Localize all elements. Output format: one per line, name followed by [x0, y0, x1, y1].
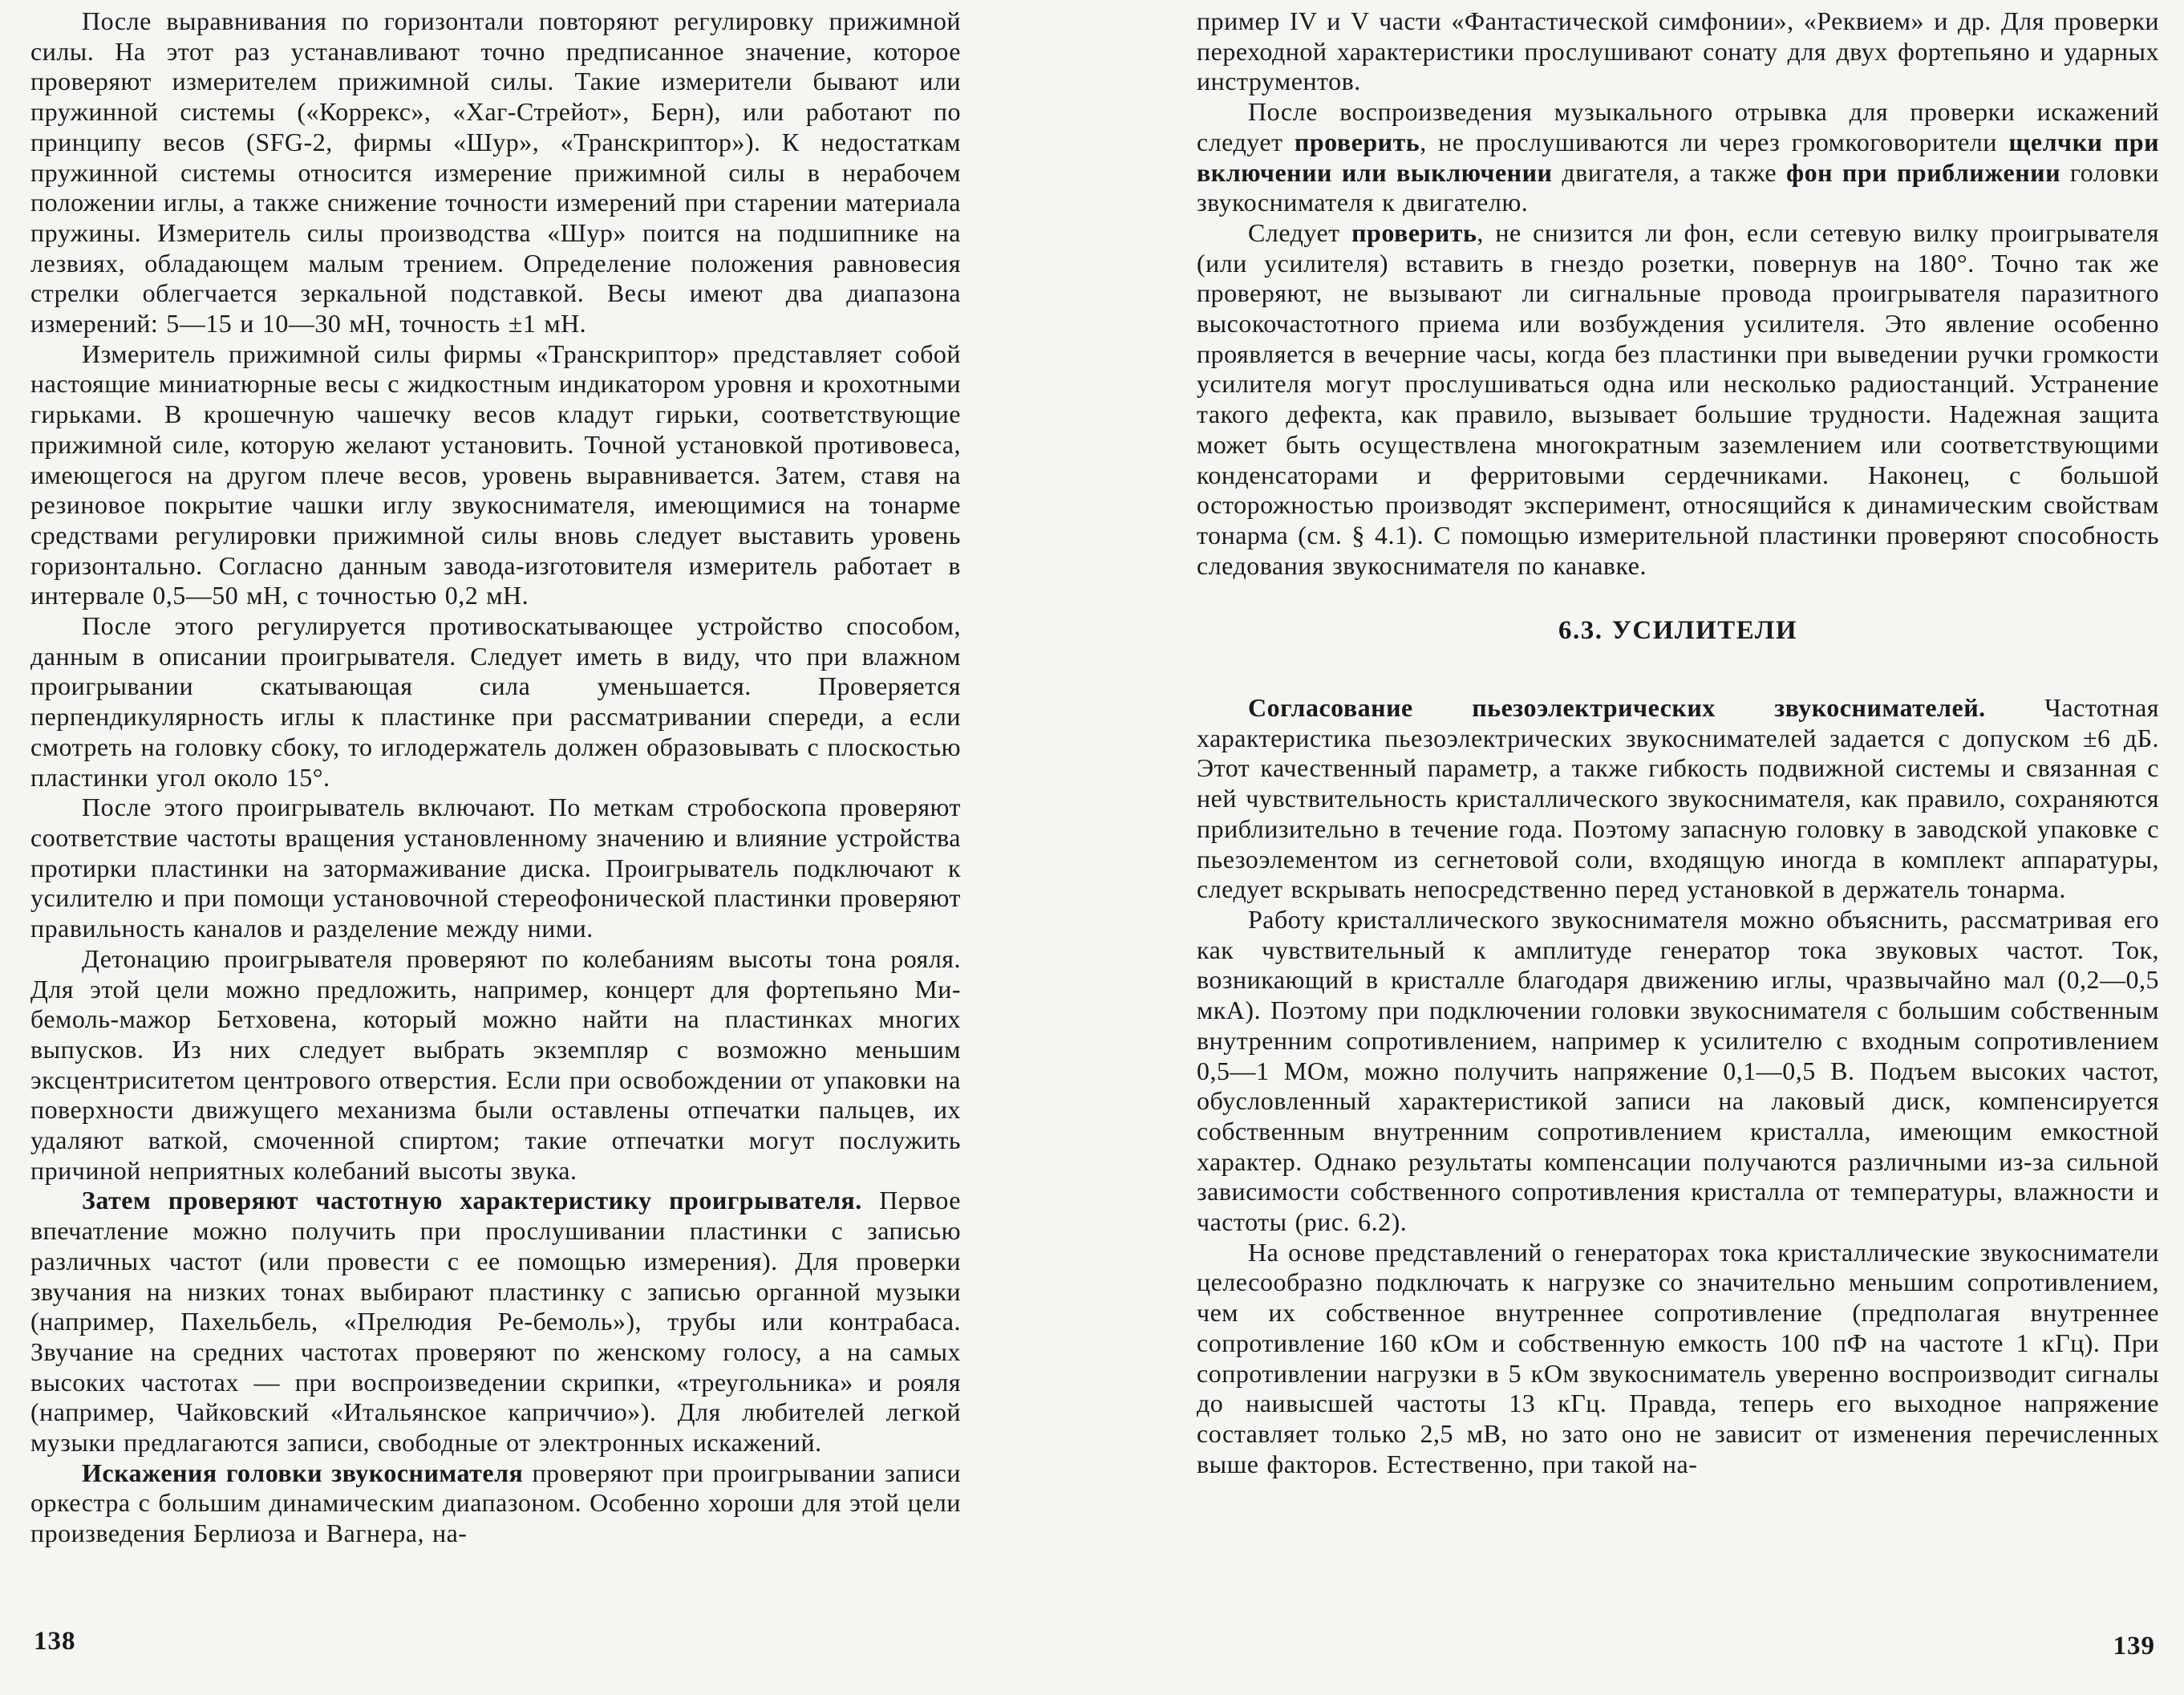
- paragraph: [1197, 1238, 2159, 1480]
- body-text: проверяют при проигрывании записи оркестра с большим динамическим диапазоном. Особенно хороши для этой цели произведения Берлиоза и Вагнера, на-: [30, 1458, 962, 1548]
- body-text: На основе представлений о генераторах тока кристаллические звукосниматели целесообразно подключать к нагрузке со значительно меньшим сопротивлением, чем их собственное внутреннее сопротивление (предполагая внутреннее сопротивление 160 кОм и собственную емкость 100 пФ на частоте 1 кГц). При сопротивлении нагрузки в 5 кОм звукосниматель уверенно воспроизводит сигналы до наивысшей частоты 13 кГц. Правда, теперь его выходное напряжение составляет только 2,5 мВ, но зато оно не зависит от изменения перечисленных выше факторов. Естественно, при такой на-: [1197, 1237, 2159, 1478]
- emphasized-text: проверить: [1351, 217, 1477, 247]
- right-page-text-before-heading: [1197, 6, 2159, 581]
- emphasized-text: Затем проверяют частотную характеристику проигрывателя.: [82, 1186, 862, 1215]
- body-text: После этого регулируется противоскатывающее устройство способом, данным в описании проигрывателя. Следует иметь в виду, что при влажном проигрывании скатывающая сила уменьшается. Проверяется перпендикулярность иглы к пластинке при рассматривании спереди, а если смотреть на головку сбоку, то иглодержатель должен образовывать с плоскостью пластинки угол около 15°.: [30, 611, 961, 792]
- paragraph: [1197, 97, 2159, 218]
- body-text: , не снизится ли фон, если сетевую вилку проигрывателя (или усилителя) вставить в гнездо розетки, повернув на 180°. Точно так же проверяют, не вызывают ли сигнальные провода проигрывателя паразитного высокочастотного приема или возбуждения усилителя. Это явление особенно проявляется в вечерние часы, когда без пластинки при выведении ручки громкости усилителя могут прослушиваться одна или несколько радиостанций. Устранение такого дефекта, как правило, вызывает большие трудности. Надежная защита может быть осуществлена многократным заземлением или соответствующими конденсаторами и ферритовыми сердечниками. Наконец, с большой осторожностью производят эксперимент, относящийся к динамическим свойствам тонарма (см. § 4.1). С помощью измерительной пластинки проверяют способность следования звукоснимателя по канавке.: [1197, 217, 2160, 580]
- page-number-right: 139: [2113, 1632, 2155, 1661]
- emphasized-text: проверить: [1294, 127, 1420, 156]
- body-text: Работу кристаллического звукоснимателя можно объяснить, рассматривая его как чувствительный к амплитуде генератор тока звуковых частот. Ток, возникающий в кристалле благодаря движению иглы, чразвычайно мал (0,2—0,5 мкА). Поэтому при подключении головки звукоснимателя с большим собственным внутренним сопротивлением, например к усилителю с входным сопротивлением 0,5—1 МОм, можно получить напряжение 0,1—0,5 В. Подъем высоких частот, обусловленный характеристикой записи на лаковый диск, компенсируется собственным внутренним сопротивлением кристалла, имеющим емкостной характер. Однако результаты компенсации получаются различными из-за сильной зависимости собственного сопротивления кристалла от температуры, влажности и частоты (рис. 6.2).: [1197, 904, 2159, 1237]
- body-text: После воспроизведения музыкального отрывка для проверки искажений следует: [1197, 97, 2159, 156]
- paragraph: [1197, 218, 2159, 581]
- body-text: двигателя, а также: [1552, 157, 1786, 187]
- paragraph: [1197, 6, 2159, 97]
- body-text: пример IV и V части «Фантастической симфонии», «Реквием» и др. Для проверки переходной характеристики прослушивают сонату для двух фортепьяно и ударных инструментов.: [1197, 6, 2159, 96]
- section-heading: 6.3. УСИЛИТЕЛИ: [1558, 616, 1798, 646]
- right-page-text-after-heading: [1197, 693, 2159, 1479]
- body-text: Частотная характеристика пьезоэлектрических звукоснимателей задается с допуском ±6 дБ. Этот качественный параметр, а также гибкость подвижной системы и связанная с ней чувствительность кристаллического звукоснимателя, как правило, сохраняются приблизительно в течение года. Поэтому запасную головку в заводской упаковке с пьезоэлементом из сегнетовой соли, входящую иногда в комплект аппаратуры, следует вскрывать непосредственно перед установкой в держатель тонарма.: [1197, 693, 2159, 904]
- paragraph: [30, 944, 961, 1186]
- body-text: После этого проигрыватель включают. По меткам стробоскопа проверяют соответствие частоты вращения установленному значению и влияние устройства протирки пластинки на затормаживание диска. Проигрыватель подключают к усилителю и при помощи установочной стереофонической пластинки проверяют правильность каналов и разделение между ними.: [30, 793, 961, 943]
- body-text: Следует: [1248, 217, 1352, 247]
- right-page-text-column: [1197, 6, 2159, 1479]
- paragraph: [1197, 693, 2159, 905]
- paragraph: [30, 793, 961, 944]
- body-text: Первое впечатление можно получить при прослушивании пластинки с записью различных частот (или провести с ее помощью измерения). Для проверки звучания на низких тонах выбирают пластинку с записью органной музыки (например, Пахельбель, «Прелюдия Ре-бемоль»), трубы или контрабаса. Звучание на средних частотах проверяют по женскому голосу, а на самых высоких частотах — при воспроизведении скрипки, «треугольника» и рояля (например, Чайковский «Итальянское каприччио»). Для любителей легкой музыки предлагаются записи, свободные от электронных искажений.: [30, 1186, 962, 1458]
- paragraph: [30, 339, 961, 611]
- paragraph: [30, 1458, 961, 1549]
- emphasized-text: щелчки при включении или выключении: [1197, 127, 2160, 187]
- emphasized-text: Согласование пьезоэлектрических звукоснимателей.: [1248, 693, 1986, 723]
- paragraph: [1197, 905, 2159, 1238]
- emphasized-text: Искажения головки звукоснимателя: [82, 1458, 524, 1487]
- body-text: После выравнивания по горизонтали повторяют регулировку прижимной силы. На этот раз устанавливают точно предписанное значение, которое проверяют измерителем прижимной силы. Такие измерители бывают или пружинной системы («Коррекс», «Хаг-Стрейот», Берн), или работают по принципу весов (SFG-2, фирмы «Шур», «Транскриптор»). К недостаткам пружинной системы относится измерение прижимной силы в нерабочем положении иглы, а также снижение точности измерений при старении материала пружины. Измеритель силы производства «Шур» поится на подшипнике на лезвиях, обладающем малым трением. Определение положения равновесия стрелки облегчается зеркальной подставкой. Весы имеют два диапазона измерений: 5—15 и 10—30 мН, точность ±1 мН.: [30, 6, 961, 339]
- page-number-left: 138: [34, 1627, 76, 1656]
- paragraph: [30, 1186, 961, 1458]
- left-page-text-column: [30, 6, 961, 1549]
- body-text: Измеритель прижимной силы фирмы «Транскриптор» представляет собой настоящие миниатюрные весы с жидкостным индикатором уровня и крохотными гирьками. В крошечную чашечку весов кладут гирьки, соответствующие прижимной силе, которую желают установить. Точной установкой противовеса, имеющегося на другом плече весов, уровень выравнивается. Затем, ставя на резиновое покрытие чашки иглу звукоснимателя, имеющимися на тонарме средствами регулировки прижимной силы вновь следует выставить уровень горизонтально. Согласно данным завода-изготовителя измеритель работает в интервале 0,5—50 мН, с точностью 0,2 мН.: [30, 339, 961, 610]
- body-text: головки звукоснимателя к двигателю.: [1197, 157, 2160, 217]
- body-text: Детонацию проигрывателя проверяют по колебаниям высоты тона рояля. Для этой цели можно предложить, например, концерт для фортепьяно Ми-бемоль-мажор Бетховена, который можно найти на пластинках многих выпусков. Из них следует выбрать экземпляр с возможно меньшим эксцентриситетом центрового отверстия. Если при освобождении от упаковки на поверхности движущего механизма были оставлены отпечатки пальцев, их удаляют ваткой, смоченной спиртом; такие отпечатки могут послужить причиной неприятных колебаний высоты звука.: [30, 943, 961, 1185]
- paragraph: [30, 6, 961, 339]
- paragraph: [30, 611, 961, 793]
- emphasized-text: фон при приближении: [1786, 157, 2061, 187]
- body-text: , не прослушиваются ли через громкоговорители: [1420, 127, 2009, 156]
